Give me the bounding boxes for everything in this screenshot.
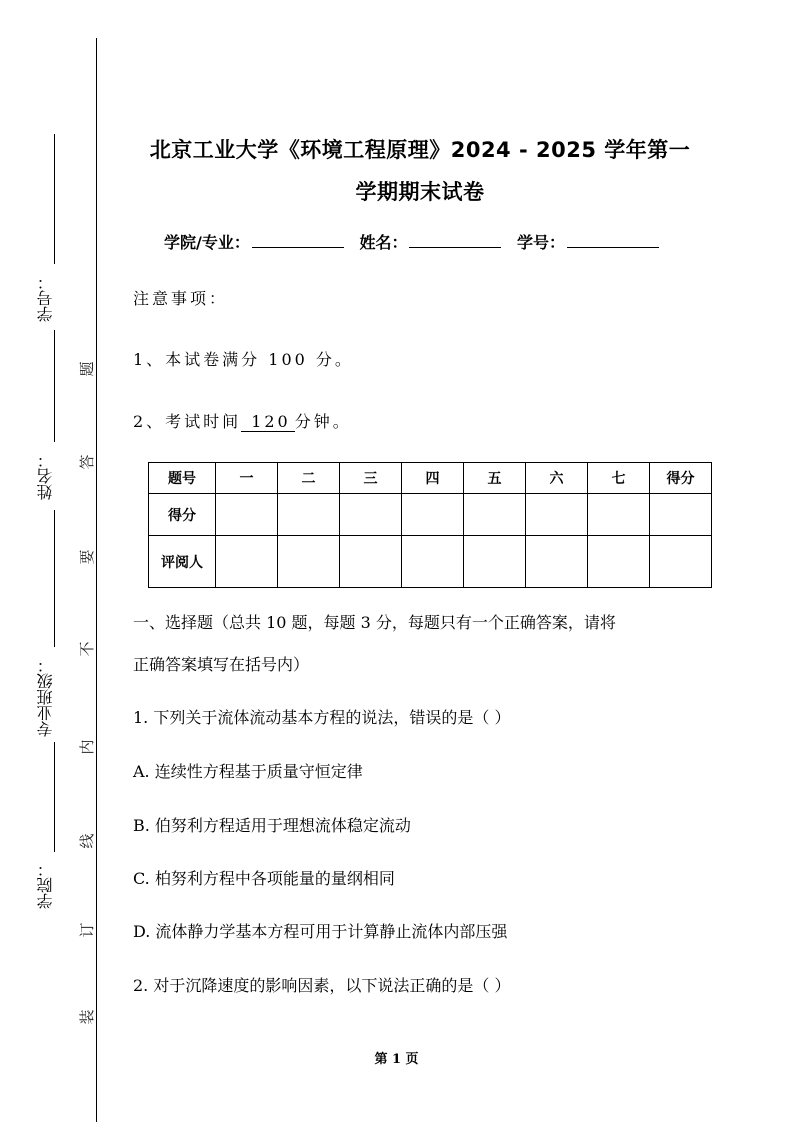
exam-duration-value: 120: [241, 413, 295, 432]
student-info-row: [164, 230, 669, 253]
college-major-label: 学院/专业：: [164, 233, 250, 252]
grader-cell[interactable]: [464, 536, 526, 588]
student-id-blank[interactable]: [567, 233, 659, 248]
grader-cell[interactable]: [216, 536, 278, 588]
side-label-college: 学院：: [36, 861, 55, 909]
score-table-header-row: [149, 463, 712, 494]
score-cell[interactable]: [216, 494, 278, 536]
score-table-row-grader: [149, 536, 712, 588]
major-class-fill-line: [54, 510, 55, 647]
score-cell[interactable]: [526, 494, 588, 536]
score-cell[interactable]: [402, 494, 464, 536]
grader-cell[interactable]: [650, 536, 712, 588]
notice-item-2: [133, 409, 352, 432]
score-table-row-score: [149, 494, 712, 536]
question-1-option-d: D. 流体静力学基本方程可用于计算静止流体内部压强: [133, 922, 508, 941]
side-label-student-id: 学号：: [36, 274, 55, 322]
seal-char: 要: [78, 549, 96, 565]
notice-item-1: 1、本试卷满分 100 分。: [133, 350, 354, 369]
score-cell[interactable]: [464, 494, 526, 536]
score-cell[interactable]: [650, 494, 712, 536]
question-1-stem: 1. 下列关于流体流动基本方程的说法，错误的是（ ）: [133, 708, 511, 727]
student-id-fill-line: [54, 134, 55, 264]
notice-item-2-suffix: 分钟。: [294, 412, 352, 431]
question-1-option-b: B. 伯努利方程适用于理想流体稳定流动: [133, 816, 411, 835]
notice-heading: 注意事项：: [133, 289, 229, 308]
header-cell: 得分: [650, 463, 712, 494]
binding-line: [96, 38, 97, 1122]
row-label: 评阅人: [149, 536, 216, 588]
question-1-option-a: A. 连续性方程基于质量守恒定律: [133, 762, 363, 781]
header-cell: 六: [526, 463, 588, 494]
score-table: [148, 462, 712, 588]
exam-title-line1: 北京工业大学《环境工程原理》2024 - 2025 学年第一: [149, 138, 691, 162]
score-cell[interactable]: [340, 494, 402, 536]
grader-cell[interactable]: [340, 536, 402, 588]
side-label-name: 姓名：: [36, 452, 55, 500]
header-cell: 一: [216, 463, 278, 494]
question-2-stem: 2. 对于沉降速度的影响因素，以下说法正确的是（ ）: [133, 976, 511, 995]
page-number: 第 1 页: [374, 1052, 419, 1067]
student-id-label: 学号：: [517, 233, 566, 252]
seal-char: 线: [78, 833, 96, 849]
header-cell: 四: [402, 463, 464, 494]
seal-char: 不: [78, 641, 96, 657]
seal-char: 内: [78, 739, 96, 755]
college-fill-line: [54, 742, 55, 852]
grader-cell[interactable]: [402, 536, 464, 588]
seal-char: 订: [78, 922, 96, 938]
notice-item-2-prefix: 2、考试时间: [133, 412, 242, 431]
section1-heading-line2: 正确答案填写在括号内）: [133, 655, 310, 674]
question-1-option-c: C. 柏努利方程中各项能量的量纲相同: [133, 869, 395, 888]
row-label: 得分: [149, 494, 216, 536]
grader-cell[interactable]: [526, 536, 588, 588]
side-label-major-class: 专业班级：: [36, 657, 55, 737]
score-cell[interactable]: [588, 494, 650, 536]
grader-cell[interactable]: [588, 536, 650, 588]
college-major-blank[interactable]: [252, 233, 344, 248]
header-cell: 七: [588, 463, 650, 494]
seal-char: 装: [78, 1009, 96, 1025]
name-blank[interactable]: [409, 233, 501, 248]
score-cell[interactable]: [278, 494, 340, 536]
header-cell: 五: [464, 463, 526, 494]
section1-heading-line1: 一、选择题（总共 10 题，每题 3 分，每题只有一个正确答案，请将: [133, 613, 616, 632]
grader-cell[interactable]: [278, 536, 340, 588]
seal-char: 答: [78, 454, 96, 470]
name-fill-line: [54, 330, 55, 442]
header-cell: 题号: [149, 463, 216, 494]
exam-title-line2: 学期期末试卷: [355, 180, 485, 204]
name-label: 姓名：: [359, 233, 408, 252]
seal-char: 题: [78, 361, 96, 377]
header-cell: 三: [340, 463, 402, 494]
header-cell: 二: [278, 463, 340, 494]
